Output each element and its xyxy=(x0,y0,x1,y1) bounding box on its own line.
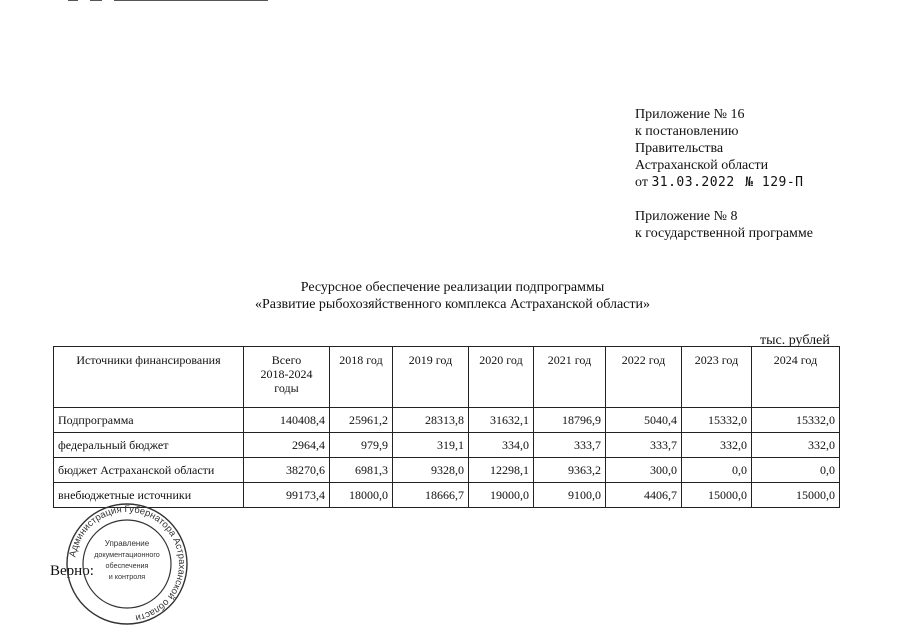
amount-cell: 140408,4 xyxy=(244,408,330,433)
header-year: 2021 год xyxy=(534,347,606,408)
seal-stamp xyxy=(63,500,191,628)
annex-date-line xyxy=(635,174,804,191)
table-row xyxy=(54,433,840,458)
amount-cell: 4406,7 xyxy=(606,483,682,508)
amount-cell: 332,0 xyxy=(752,433,840,458)
stamp-line: документационного xyxy=(94,550,160,559)
amount-cell: 332,0 xyxy=(682,433,752,458)
title-line-2: «Развитие рыбохозяйственного комплекса Астраханской области» xyxy=(254,297,651,312)
amount-cell: 28313,8 xyxy=(393,408,469,433)
amount-cell: 19000,0 xyxy=(469,483,534,508)
title-line-1: Ресурсное обеспечение реализации подпрограммы xyxy=(300,280,605,295)
funding-source-cell: Подпрограмма xyxy=(54,408,244,433)
annex-block xyxy=(635,106,804,191)
header-year: Всего 2018-2024 годы xyxy=(244,347,330,408)
amount-cell: 15332,0 xyxy=(752,408,840,433)
annex-line: к постановлению xyxy=(635,124,739,139)
header-source: Источники финансирования xyxy=(54,347,244,408)
date-prefix: от xyxy=(635,175,648,190)
funding-source-cell: внебюджетные источники xyxy=(54,483,244,508)
top-scan-rule xyxy=(68,0,268,2)
header-year: 2020 год xyxy=(469,347,534,408)
stamp-ring-text: Администрация Губернатора Астраханской области xyxy=(67,503,188,624)
table-body xyxy=(54,408,840,508)
amount-cell: 31632,1 xyxy=(469,408,534,433)
annex-line: Правительства xyxy=(635,141,724,156)
amount-cell: 0,0 xyxy=(682,458,752,483)
amount-cell: 333,7 xyxy=(534,433,606,458)
header-year: 2018 год xyxy=(330,347,393,408)
table-header-row xyxy=(54,347,840,408)
amount-cell: 12298,1 xyxy=(469,458,534,483)
header-year: 2024 год xyxy=(752,347,840,408)
amount-cell: 333,7 xyxy=(606,433,682,458)
annex-number: Приложение № 16 xyxy=(635,107,745,122)
annex-program-number: Приложение № 8 xyxy=(635,209,738,224)
amount-cell: 38270,6 xyxy=(244,458,330,483)
amount-cell: 979,9 xyxy=(330,433,393,458)
stamp-line: Управление xyxy=(104,539,150,548)
amount-cell: 6981,3 xyxy=(330,458,393,483)
amount-cell: 2964,4 xyxy=(244,433,330,458)
amount-cell: 0,0 xyxy=(752,458,840,483)
stamp-line: и контроля xyxy=(108,572,146,581)
amount-cell: 18796,9 xyxy=(534,408,606,433)
amount-cell: 334,0 xyxy=(469,433,534,458)
decree-date: 31.03.2022 xyxy=(651,175,735,190)
funding-source-cell: бюджет Астраханской области xyxy=(54,458,244,483)
amount-cell: 15332,0 xyxy=(682,408,752,433)
header-year: 2023 год xyxy=(682,347,752,408)
stamp-line: обеспечения xyxy=(105,561,149,570)
amount-cell: 25961,2 xyxy=(330,408,393,433)
amount-cell: 9328,0 xyxy=(393,458,469,483)
table-row xyxy=(54,408,840,433)
amount-cell: 15000,0 xyxy=(752,483,840,508)
header-year: 2019 год xyxy=(393,347,469,408)
annex-program-line: к государственной программе xyxy=(635,226,813,241)
units-label: тыс. рублей xyxy=(760,333,830,348)
amount-cell: 18000,0 xyxy=(330,483,393,508)
table-row xyxy=(54,458,840,483)
decree-number: № 129-П xyxy=(745,175,804,190)
amount-cell: 18666,7 xyxy=(393,483,469,508)
amount-cell: 300,0 xyxy=(606,458,682,483)
amount-cell: 9100,0 xyxy=(534,483,606,508)
annex-program-block xyxy=(635,208,813,242)
amount-cell: 319,1 xyxy=(393,433,469,458)
amount-cell: 5040,4 xyxy=(606,408,682,433)
verno-label: Верно: xyxy=(50,563,94,579)
document-title xyxy=(0,279,905,313)
header-year: 2022 год xyxy=(606,347,682,408)
funding-source-cell: федеральный бюджет xyxy=(54,433,244,458)
amount-cell: 15000,0 xyxy=(682,483,752,508)
annex-line: Астраханской области xyxy=(635,158,769,173)
amount-cell: 99173,4 xyxy=(244,483,330,508)
amount-cell: 9363,2 xyxy=(534,458,606,483)
funding-table xyxy=(53,346,840,508)
